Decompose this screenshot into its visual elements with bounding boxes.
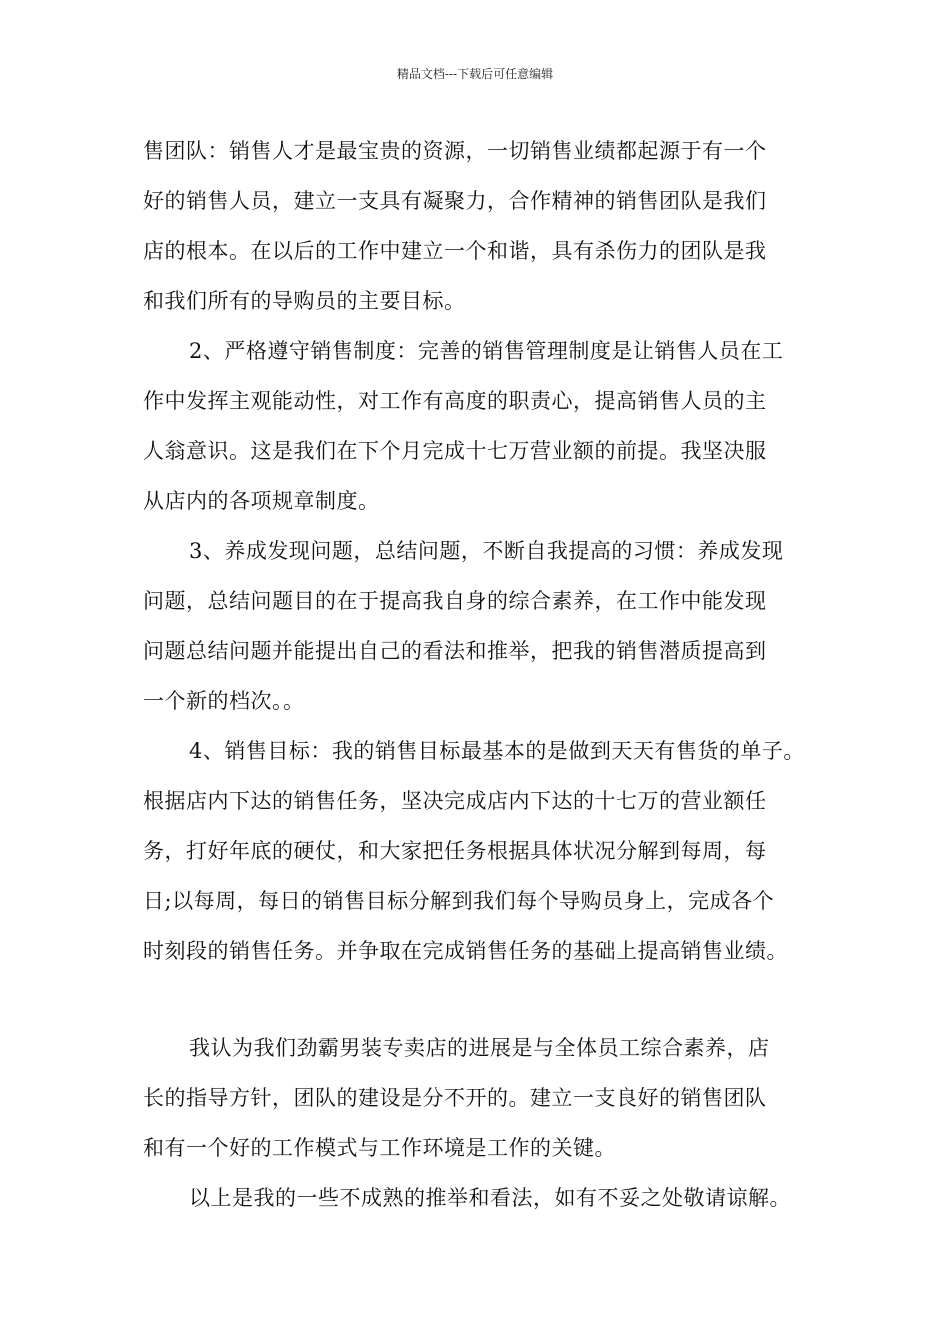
body-line: 问题，总结问题目的在于提高我自身的综合素养，在工作中能发现 [143, 589, 767, 613]
body-line: 根据店内下达的销售任务，坚决完成店内下达的十七万的营业额任 [143, 789, 767, 813]
body-line: 和有一个好的工作模式与工作环境是工作的关键。 [143, 1136, 616, 1160]
body-line: 2、严格遵守销售制度：完善的销售管理制度是让销售人员在工 [189, 339, 784, 363]
body-line: 长的指导方针，团队的建设是分不开的。建立一支良好的销售团队 [143, 1086, 767, 1110]
body-line: 4、销售目标：我的销售目标最基本的是做到天天有售货的单子。 [189, 739, 805, 763]
body-line: 我认为我们劲霸男装专卖店的进展是与全体员工综合素养，店 [189, 1036, 770, 1060]
body-line: 作中发挥主观能动性，对工作有高度的职责心，提高销售人员的主 [143, 389, 767, 413]
body-line: 时刻段的销售任务。并争取在完成销售任务的基础上提高销售业绩。 [143, 939, 788, 963]
body-line: 人翁意识。这是我们在下个月完成十七万营业额的前提。我坚决服 [143, 439, 767, 463]
body-line: 问题总结问题并能提出自己的看法和推举，把我的销售潜质提高到 [143, 639, 767, 663]
body-line: 店的根本。在以后的工作中建立一个和谐，具有杀伤力的团队是我 [143, 239, 767, 263]
body-line: 务，打好年底的硬仗，和大家把任务根据具体状况分解到每周，每 [143, 839, 767, 863]
body-line: 和我们所有的导购员的主要目标。 [143, 289, 466, 313]
body-line: 从店内的各项规章制度。 [143, 489, 380, 513]
body-line: 一个新的档次。。 [143, 689, 305, 713]
body-line: 好的销售人员，建立一支具有凝聚力，合作精神的销售团队是我们 [143, 189, 767, 213]
page-header: 精品文档---下载后可任意编辑 [396, 67, 554, 81]
body-line: 售团队：销售人才是最宝贵的资源，一切销售业绩都起源于有一个 [143, 139, 767, 163]
body-line: 以上是我的一些不成熟的推举和看法，如有不妥之处敬请谅解。 [189, 1186, 791, 1210]
body-line: 3、养成发现问题，总结问题，不断自我提高的习惯：养成发现 [189, 539, 784, 563]
body-line: 日;以每周，每日的销售目标分解到我们每个导购员身上，完成各个 [143, 889, 775, 913]
